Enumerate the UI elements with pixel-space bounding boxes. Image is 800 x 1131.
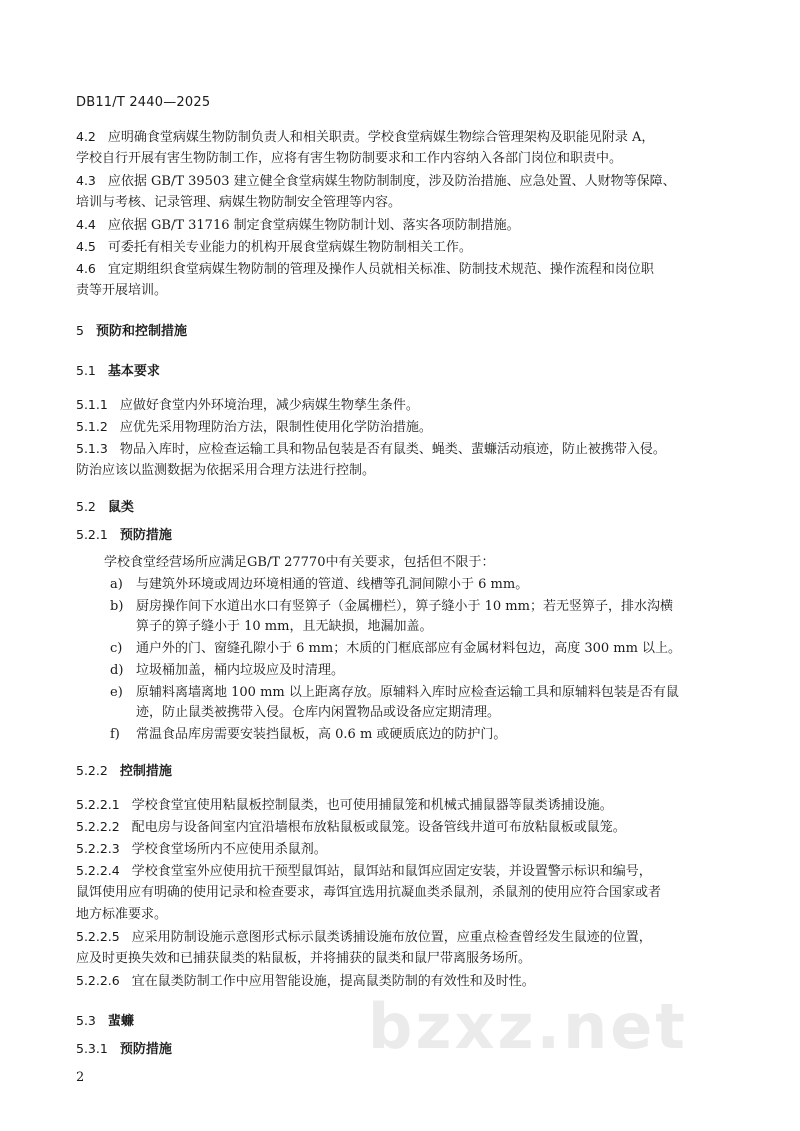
clause-5-1-2: 5.1.2 应优先采用物理防治方法，限制性使用化学防治措施。	[76, 419, 432, 435]
section-5-2-1-heading: 5.2.1 预防措施	[76, 527, 172, 543]
section-5-3-1-heading: 5.3.1 预防措施	[76, 1041, 172, 1057]
clause-5-1-1: 5.1.1 应做好食堂内外环境治理，减少病媒生物孳生条件。	[76, 397, 419, 413]
clause-number: 5.2.2.1	[76, 797, 120, 812]
clause-5-2-2-5-line1: 5.2.2.5 应采用防制设施示意图形式标示鼠类诱捕设施布放位置，应重点检查曾经发生鼠迹的位置，	[76, 929, 652, 945]
clause-number: 5.1.2	[76, 419, 108, 434]
clause-5-2-1-intro: 学校食堂经营场所应满足GB/T 27770中有关要求，包括但不限于：	[104, 555, 495, 570]
list-item-f: f) 常温食品库房需要安装挡鼠板，高 0.6 m 或硬质底边的防护门。	[110, 727, 507, 742]
clause-5-2-2-6: 5.2.2.6 宜在鼠类防制工作中应用智能设施，提高鼠类防制的有效性和及时性。	[76, 973, 535, 989]
clause-number: 5.2.2.5	[76, 929, 120, 944]
clause-5-2-2-4-line2: 鼠饵使用应有明确的使用记录和检查要求，毒饵宜选用抗凝血类杀鼠剂，杀鼠剂的使用应符合国家或者	[76, 885, 662, 900]
clause-number: 4.6	[76, 261, 96, 276]
clause-number: 5.1.3	[76, 441, 108, 456]
clause-5-1-3-line2: 防治应该以监测数据为依据采用合理方法进行控制。	[76, 463, 376, 478]
section-5-1-heading: 5.1 基本要求	[76, 363, 160, 379]
standard-code-header: DB11/T 2440—2025	[76, 95, 211, 110]
section-5-2-2-heading: 5.2.2 控制措施	[76, 763, 172, 779]
page-number: 2	[76, 1070, 85, 1085]
section-5-heading: 5 预防和控制措施	[76, 323, 187, 339]
clause-5-2-2-4-line3: 地方标准要求。	[76, 907, 168, 922]
clause-5-2-2-2: 5.2.2.2 配电房与设备间室内宜沿墙根布放粘鼠板或鼠笼。设备管线井道可布放粘鼠板或鼠笼。	[76, 819, 626, 835]
section-5-2-heading: 5.2 鼠类	[76, 499, 134, 515]
clause-4-4: 4.4 应依据 GB/T 31716 制定食堂病媒生物防制计划、落实各项防制措施。	[76, 217, 520, 233]
clause-5-2-2-5-line2: 应及时更换失效和已捕获鼠类的粘鼠板，并将捕获的鼠类和鼠尸带离服务场所。	[76, 951, 532, 966]
list-item-e-line1: e) 原辅料离墙离地 100 mm 以上距离存放。原辅料入库时应检查运输工具和原辅料包装是否有鼠	[110, 685, 679, 700]
clause-number: 4.2	[76, 129, 96, 144]
site-watermark: bzxz.net	[368, 990, 688, 1063]
clause-4-2-line2: 学校自行开展有害生物防制工作，应将有害生物防制要求和工作内容纳入各部门岗位和职责中。	[76, 151, 623, 166]
clause-4-2-line1: 4.2 应明确食堂病媒生物防制负责人和相关职责。学校食堂病媒生物综合管理架构及职能见附录 A，	[76, 129, 655, 145]
clause-5-2-2-3: 5.2.2.3 学校食堂场所内不应使用杀鼠剂。	[76, 841, 327, 857]
clause-number: 4.5	[76, 239, 96, 254]
clause-number: 5.2.2.6	[76, 973, 120, 988]
clause-5-2-2-4-line1: 5.2.2.4 学校食堂室外应使用抗干预型鼠饵站，鼠饵站和鼠饵应固定安装，并设置警示标识和编号，	[76, 863, 652, 879]
clause-number: 5.2.2.4	[76, 863, 120, 878]
clause-5-2-2-1: 5.2.2.1 学校食堂宜使用粘鼠板控制鼠类，也可使用捕鼠笼和机械式捕鼠器等鼠类诱捕设施。	[76, 797, 613, 813]
list-item-e-line2: 迹，防止鼠类被携带入侵。仓库内闲置物品或设备应定期清理。	[136, 705, 501, 720]
clause-4-6-line1: 4.6 宜定期组织食堂病媒生物防制的管理及操作人员就相关标准、防制技术规范、操作流程和岗位职	[76, 261, 654, 277]
clause-4-6-line2: 责等开展培训。	[76, 283, 168, 298]
clause-number: 5.2.2.3	[76, 841, 120, 856]
list-item-d: d) 垃圾桶加盖，桶内垃圾应及时清理。	[110, 663, 345, 678]
clause-number: 4.3	[76, 173, 96, 188]
clause-4-3-line2: 培训与考核、记录管理、病媒生物防制安全管理等内容。	[76, 195, 402, 210]
section-5-3-heading: 5.3 蜚蠊	[76, 1013, 134, 1029]
list-item-c: c) 通户外的门、窗缝孔隙小于 6 mm；木质的门框底部应有金属材料包边，高度 300 mm 以上。	[110, 641, 682, 656]
clause-number: 4.4	[76, 217, 96, 232]
clause-4-3-line1: 4.3 应依据 GB/T 39503 建立健全食堂病媒生物防制制度，涉及防治措施、应急处置、人财物等保障、	[76, 173, 676, 189]
clause-4-5: 4.5 可委托有相关专业能力的机构开展食堂病媒生物防制相关工作。	[76, 239, 472, 255]
clause-number: 5.1.1	[76, 397, 108, 412]
clause-5-1-3-line1: 5.1.3 物品入库时，应检查运输工具和物品包装是否有鼠类、蝇类、蜚蠊活动痕迹，防止被携带入侵。	[76, 441, 666, 457]
clause-number: 5.2.2.2	[76, 819, 120, 834]
list-item-b-line2: 箅子的箅子缝小于 10 mm，且无缺损，地漏加盖。	[136, 619, 433, 634]
list-item-b-line1: b) 厨房操作间下水道出水口有竖箅子（金属栅栏），箅子缝小于 10 mm；若无竖箅子，排水沟横	[110, 599, 673, 614]
list-item-a: a) 与建筑外环境或周边环境相通的管道、线槽等孔洞间隙小于 6 mm。	[110, 577, 529, 592]
